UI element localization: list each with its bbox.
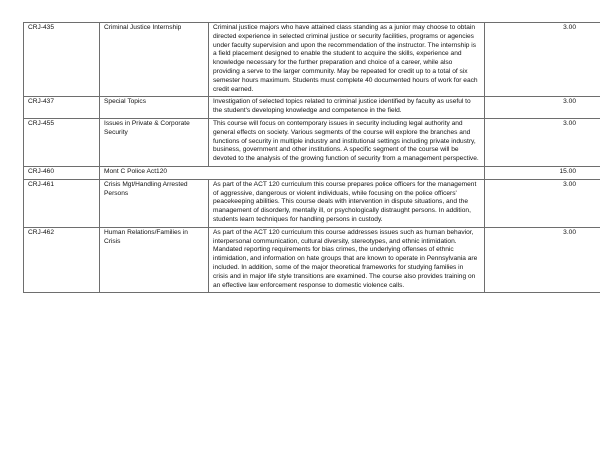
course-description: Criminal justice majors who have attained class standing as a junior may choose to obtain directed experience in selected criminal justice or security facilities, programs or agencies under faculty supervision and upon the recommendation of the instructor. The internship is a field placement designed to enable the student to acquire the skills, experience and knowledge necessary for the further preparation and choice of a career, while also providing a serve to the larger community. May be repeated for credit up to a total of six semester hours maximum. Students must complete 40 documented hours of work for each credit earned. <box>209 23 485 97</box>
course-credits: 3.00 <box>563 119 576 127</box>
course-credits: 3.00 <box>563 98 576 106</box>
course-code: CRJ-460 <box>24 166 100 179</box>
course-code: CRJ-461 <box>24 179 100 227</box>
course-credits: 15.00 <box>559 167 576 175</box>
course-credits-cell <box>485 118 600 166</box>
course-description: Investigation of selected topics related to criminal justice identified by faculty as useful to the student's developing knowledge and competence in the field. <box>209 97 485 119</box>
table-row <box>24 97 600 119</box>
course-credits: 3.00 <box>563 228 576 236</box>
course-description: As part of the ACT 120 curriculum this course prepares police officers for the management of aggressive, dangerous or violent individuals, while focusing on the police officers' peacekeeping abilities. This course deals with intervention in dispute situations, and the management of disorderly, mentally ill, or psychologically distraught persons. In addition, students learn techniques for handling persons in custody. <box>209 179 485 227</box>
course-code: CRJ-435 <box>24 23 100 97</box>
table-row <box>24 179 600 227</box>
course-description: As part of the ACT 120 curriculum this course addresses issues such as human behavior, interpersonal communication, cultural diversity, stereotypes, and ethnic intimidation. Mandated reporting requirements for bias crimes, the underlying offenses of ethnic intimidation, and information on hate groups that are known to operate in Pennsylvania are included. In addition, some of the major theoretical frameworks for studying families in crisis and in major life style transitions are examined. The course also provides training on an effective law enforcement response to domestic violence calls. <box>209 227 485 293</box>
course-code: CRJ-462 <box>24 227 100 293</box>
course-description: This course will focus on contemporary issues in security including legal authority and general effects on society. Various segments of the course will explore the branches and functions of security in multiple industry and institutional settings including private industry, business, government and other institutions. A specific segment of the course will be devoted to the analysis of the growing function of security from a management perspective. <box>209 118 485 166</box>
table-row <box>24 23 600 97</box>
course-credits-cell <box>485 166 600 179</box>
course-code: CRJ-437 <box>24 97 100 119</box>
course-title: Mont C Police Act120 <box>100 166 485 179</box>
course-title: Issues in Private & Corporate Security <box>100 118 209 166</box>
course-credits-cell <box>485 23 600 97</box>
course-title: Human Relations/Families in Crisis <box>100 227 209 293</box>
table-row <box>24 166 600 179</box>
course-credits: 3.00 <box>563 180 576 188</box>
course-credits: 3.00 <box>563 24 576 31</box>
course-credits-cell <box>485 227 600 293</box>
course-credits-cell <box>485 179 600 227</box>
table-row <box>24 227 600 293</box>
course-credits-cell <box>485 97 600 119</box>
course-table <box>23 22 600 293</box>
course-title: Special Topics <box>100 97 209 119</box>
table-row <box>24 118 600 166</box>
course-title: Criminal Justice Internship <box>100 23 209 97</box>
course-code: CRJ-455 <box>24 118 100 166</box>
course-title: Crisis Mgt/Handling Arrested Persons <box>100 179 209 227</box>
